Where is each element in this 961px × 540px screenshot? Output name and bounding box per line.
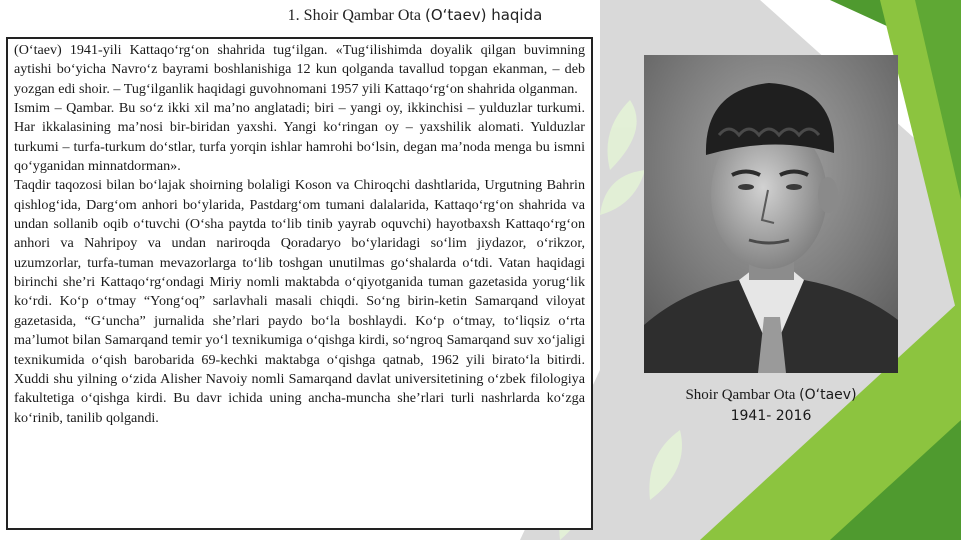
portrait-caption [640,385,902,427]
biography-paragraph: (O‘taev) 1941-yili Kattaqo‘rg‘on shahrida tug‘ilgan. «Tug‘ilishimda doyalik qilgan buvimning aytishi bo‘yicha Navro‘z bayrami boshlanishiga 12 kun qolganda tavallud topgan ekanman, – deb yozgan edi shoir. – Tug‘ilganlik haqidagi guvohnomani 1957 yili Kattaqo‘rg‘on shahrida olganman. [14,42,585,97]
portrait-image [644,55,898,373]
title-name: 1. Shoir Qambar Ota [287,7,425,24]
slide-title [0,6,830,25]
biography-textbox [6,37,593,530]
caption-surname: (O‘taev) [799,387,857,403]
caption-name: Shoir Qambar Ota [685,387,800,403]
title-subject: (O‘taev) haqida [424,6,543,24]
caption-dates: 1941- 2016 [730,408,812,424]
biography-paragraph: Ismim – Qambar. Bu so‘z ikki xil ma’no anglatadi; biri – yangi oy, ikkinchisi – yulduzlar turkumi. Har ikkalasining ma’nosi bir-biridan yaxshi. Yangi ko‘ringan oy – yaxshilik alomati. Yulduzlar turkumi – turfa-turkum do‘stlar, turfa yorqin ishlar hamrohi bo‘lsin, degan ma’noda menga bu ismni qo‘yganidan minnatdorman». [14,100,585,175]
portrait-photo [644,55,898,373]
biography-paragraph: Taqdir taqozosi bilan bo‘lajak shoirning bolaligi Koson va Chiroqchi dashtlarida, Urgutning Bahrin qishlog‘ida, Darg‘om anhori bo‘ylarida, Pastdarg‘om tumani dalalarida, Kattaqo‘rg‘on shahrida va undan sollanib oqib o‘tuvchi (O‘sha paytda to‘lib tinib yayrab oquvchi) hayotbaxsh Kattaqo‘rg‘on anhori va Nahripoy va undan nariroqda Qoradaryo bo‘ylaridagi so‘lim jiydazor, o‘rikzor, uzumzorlar, turfa-tuman mevazorlarga to‘lib toshgan unutilmas go‘shalarda o‘tdi. Vatan haqidagi birinchi she’ri Kattaqo‘rg‘ondagi Miriy nomli maktabda o‘qiyotganida tuman gazetasida yorug‘lik ko‘rdi. Ko‘p o‘tmay “Yong‘oq” sarlavhali masali chiqdi. So‘ng birin-ketin Samarqand viloyat gazetasida, “G‘uncha” jurnalida she’rlari paydo bo‘la boshlaydi. Ko‘p o‘tmay, to‘liqsiz o‘rta ma’lumot bilan Samarqand temir yo‘l texnikumiga o‘qishga kirdi, so‘ngroq Samarqand suv xo‘jaligi texnikumida o‘qish barobarida 69-kechki maktabga o‘qishga qatnab, 1962 yili birato‘la bitirdi. Xuddi shu yilning o‘zida Alisher Navoiy nomli Samarqand davlat universitetining o‘zbek filologiya fakultetiga o‘qishga kirdi. Bu davr ichida uning ancha-muncha she’rlari turli nashrlarda ko‘zga ko‘rinib, tanilib qolgandi. [14,177,585,426]
